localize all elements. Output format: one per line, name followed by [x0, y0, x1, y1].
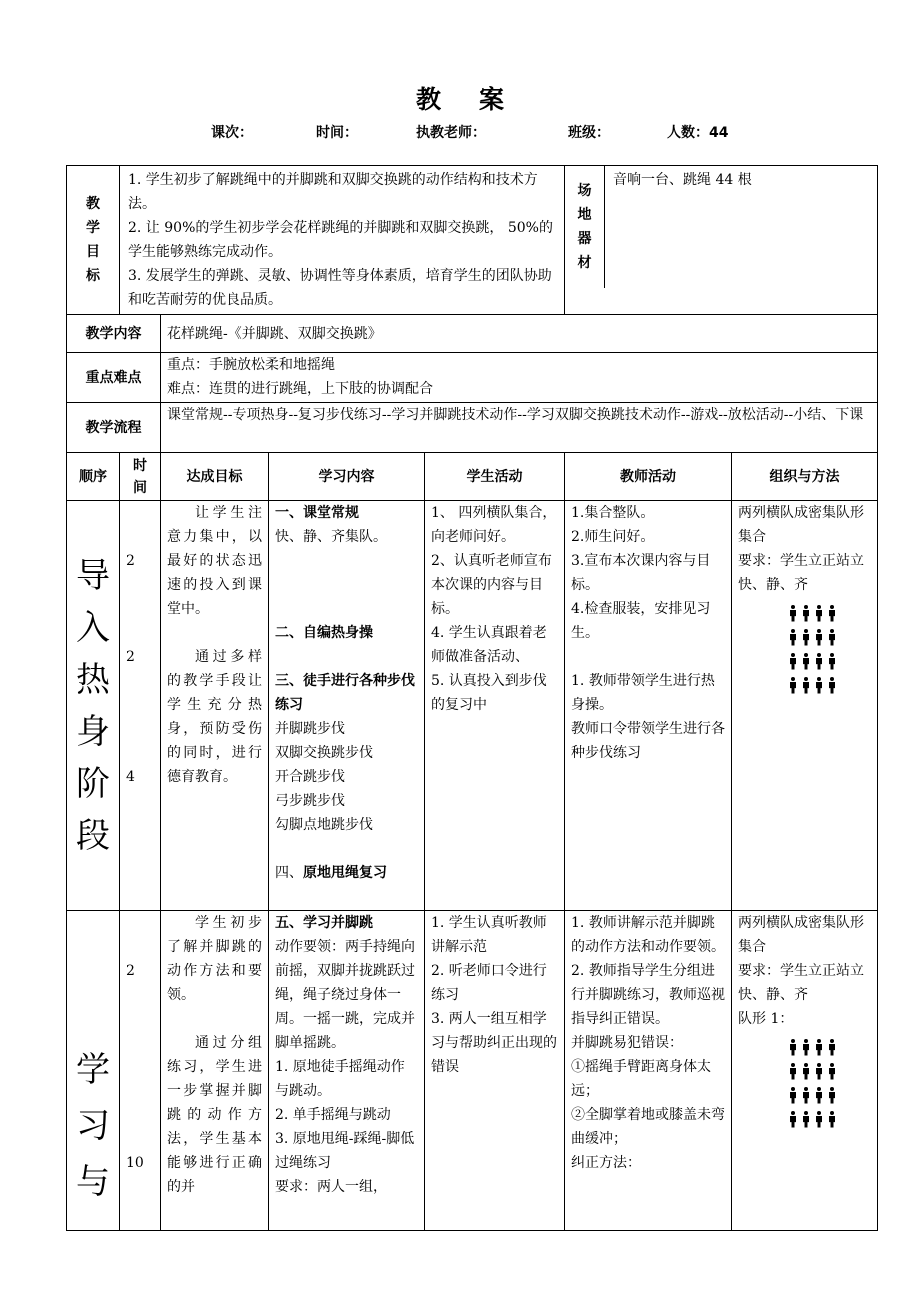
stage2-teacher-3: 并脚跳易犯错误： — [571, 1035, 684, 1051]
formation-diagram-2 — [738, 1035, 871, 1131]
col-order: 顺序 — [67, 453, 120, 501]
class-label: 班级： — [568, 125, 610, 141]
student-figure — [829, 629, 835, 646]
stage2-student-2: 2. 听老师口令进行练习 — [431, 963, 547, 1003]
stage2-student — [425, 911, 565, 1231]
stage2-min-1: 2 — [126, 963, 135, 979]
stage1-h2: 二、自编热身操 — [275, 625, 373, 641]
focus-text: 重点：手腕放松柔和地摇绳 — [167, 357, 335, 373]
stage2-org-2: 要求：学生立正站立 快、静、齐 — [738, 963, 865, 1003]
stage1-l1: 快、静、齐集队。 — [275, 529, 387, 545]
stage2-teacher-5: ②全脚掌着地或膝盖未弯曲缓冲； — [571, 1107, 726, 1147]
content-label: 教学内容 — [67, 315, 161, 353]
stage2-item-2: 2. 单手摇绳与跳动 — [275, 1107, 391, 1123]
col-org: 组织与方法 — [732, 453, 878, 501]
lesson-meta — [0, 122, 920, 142]
objectives-content — [120, 166, 565, 315]
col-time: 时间 — [120, 453, 161, 501]
student-figure — [816, 1063, 822, 1080]
student-figure — [790, 605, 796, 622]
stage2-teacher-1: 1. 教师讲解示范并脚跳的动作方法和动作要领。 — [571, 915, 726, 955]
stage2-goal-a: 学生初步了解并脚跳的动作方法和要领。 — [167, 915, 262, 1003]
venue-label: 场地器材 — [565, 166, 605, 288]
col-student: 学生活动 — [425, 453, 565, 501]
student-figure — [816, 629, 822, 646]
difficulty-text: 难点：连贯的进行跳绳，上下肢的协调配合 — [167, 381, 433, 397]
stage2-org-1: 两列横队成密集队形集合 — [738, 915, 865, 955]
student-figure — [803, 653, 809, 670]
stage2-teacher-4: ①摇绳手臂距离身体太远； — [571, 1059, 712, 1099]
stage2-item-1: 1. 原地徒手摇绳动作与跳动。 — [275, 1059, 405, 1099]
student-figure — [816, 1087, 822, 1104]
stage1-goal-b: 通过多样的教学手段让学生充分热身，预防受伤的同时，进行德育教育。 — [167, 649, 262, 785]
stage2-student-1: 1. 学生认真听教师讲解示范 — [431, 915, 547, 955]
stage1-teacher — [565, 501, 732, 911]
venue-value: 音响一台、跳绳 44 根 — [613, 172, 752, 188]
stage1-org — [732, 501, 878, 911]
stage2-goal-b: 通过分组练习，学生进一步掌握并脚跳的动作方法，学生基本能够进行正确的并 — [167, 1035, 262, 1195]
student-figure — [803, 677, 809, 694]
stage1-teacher-2: 2.师生问好。 — [571, 529, 655, 545]
step-2: 双脚交换跳步伐 — [275, 745, 373, 761]
stage2-org-3: 队形 1： — [738, 1011, 794, 1027]
student-figure — [816, 677, 822, 694]
stage2-min-2: 10 — [126, 1155, 144, 1171]
student-figure — [803, 1039, 809, 1056]
student-figure — [829, 1063, 835, 1080]
student-figure — [816, 1111, 822, 1128]
page-title: 教 案 — [415, 85, 505, 114]
col-teacher: 教师活动 — [565, 453, 732, 501]
flow-label: 教学流程 — [67, 403, 161, 453]
stage1-min-2: 2 — [126, 649, 135, 665]
stage2-org — [732, 911, 878, 1231]
stage2-name: 学习与 — [67, 911, 120, 1231]
time-label: 时间： — [316, 125, 358, 141]
student-figure — [803, 629, 809, 646]
content-value: 花样跳绳-《并脚跳、双脚交换跳》 — [161, 315, 878, 353]
stage2-teacher — [565, 911, 732, 1231]
student-figure — [803, 605, 809, 622]
stage1-teacher-5: 1. 教师带领学生进行热身操。 — [571, 673, 715, 713]
stage1-student-2: 向老师问好。 — [431, 529, 515, 545]
step-5: 勾脚点地跳步伐 — [275, 817, 373, 833]
student-figure — [790, 1111, 796, 1128]
stage1-student-5: 5. 认真投入到步伐的复习中 — [431, 673, 547, 713]
stage1-h4: 原地甩绳复习 — [303, 865, 387, 881]
objectives-label: 教学目标 — [67, 166, 120, 315]
col-goal: 达成目标 — [161, 453, 269, 501]
stage1-content — [269, 501, 425, 911]
stage1-minutes — [120, 501, 161, 911]
student-figure — [829, 1111, 835, 1128]
step-3: 开合跳步伐 — [275, 769, 345, 785]
student-figure — [790, 629, 796, 646]
stage1-student-3: 2、认真听老师宣布本次课的内容与目标。 — [431, 553, 552, 617]
keypoints-label: 重点难点 — [67, 353, 161, 403]
student-figure — [829, 653, 835, 670]
stage1-h1: 一、课堂常规 — [275, 505, 359, 521]
stage2-teacher-2: 2. 教师指导学生分组进行并脚跳练习，教师巡视指导纠正错误。 — [571, 963, 726, 1027]
objective-1: 1. 学生初步了解跳绳中的并脚跳和双脚交换跳的动作结构和技术方法。 — [128, 172, 538, 212]
stage1-teacher-6: 教师口令带领学生进行各种步伐练习 — [571, 721, 726, 761]
stage2-student-3: 3. 两人一组互相学习与帮助纠正出现的错误 — [431, 1011, 557, 1075]
student-figure — [803, 1063, 809, 1080]
stage1-org-1: 两列横队成密集队形集合 — [738, 505, 865, 545]
stage1-student — [425, 501, 565, 911]
stage1-teacher-3: 3.宣布本次课内容与目标。 — [571, 553, 711, 593]
student-figure — [790, 1063, 796, 1080]
student-figure — [790, 653, 796, 670]
student-figure — [790, 1039, 796, 1056]
stage1-student-1: 1、 四列横队集合， — [431, 505, 557, 521]
student-figure — [829, 1039, 835, 1056]
student-figure — [816, 1039, 822, 1056]
stage2-content — [269, 911, 425, 1231]
stage1-name: 导入热身阶段 — [67, 501, 120, 911]
stage2-teacher-6: 纠正方法： — [571, 1155, 642, 1171]
objective-2: 2. 让 90%的学生初步学会花样跳绳的并脚跳和双脚交换跳， 50%的学生能够熟练完成动作。 — [128, 220, 553, 260]
stage1-h4-prefix: 四、 — [275, 865, 303, 881]
student-figure — [790, 1087, 796, 1104]
lesson-plan-table — [66, 165, 878, 1231]
stage2-desc: 动作要领：两手持绳向前摇，双脚并拢跳跃过绳，绳子绕过身体一周。一摇一跳，完成并脚单摇跳。 — [275, 939, 415, 1051]
objective-3: 3. 发展学生的弹跳、灵敏、协调性等身体素质，培育学生的团队协助和吃苦耐劳的优良品质。 — [128, 268, 552, 308]
student-figure — [829, 1087, 835, 1104]
flow-value: 课堂常规--专项热身--复习步伐练习--学习并脚跳技术动作--学习双脚交换跳技术动作--游戏--放松活动--小结、下课 — [161, 403, 878, 453]
stage1-goal — [161, 501, 269, 911]
stage2-goal — [161, 911, 269, 1231]
stage1-min-1: 2 — [126, 553, 135, 569]
step-4: 弓步跳步伐 — [275, 793, 345, 809]
step-1: 并脚跳步伐 — [275, 721, 345, 737]
student-figure — [790, 677, 796, 694]
stage1-goal-a: 让学生注意力集中，以最好的状态迅速的投入到课堂中。 — [167, 505, 262, 617]
col-content: 学习内容 — [269, 453, 425, 501]
lesson-label: 课次： — [211, 125, 253, 141]
stage1-teacher-4: 4.检查服装，安排见习生。 — [571, 601, 711, 641]
count-label: 人数：44 — [667, 125, 729, 141]
formation-diagram-1 — [738, 601, 871, 697]
stage2-minutes — [120, 911, 161, 1231]
stage1-teacher-1: 1.集合整队。 — [571, 505, 655, 521]
student-figure — [803, 1087, 809, 1104]
stage2-item-3: 3. 原地甩绳-踩绳-脚低过绳练习 — [275, 1131, 415, 1171]
student-figure — [816, 605, 822, 622]
student-figure — [816, 653, 822, 670]
stage1-min-3: 4 — [126, 769, 135, 785]
student-figure — [829, 605, 835, 622]
student-figure — [829, 677, 835, 694]
stage2-item-4: 要求：两人一组， — [275, 1179, 387, 1195]
stage1-student-4: 4. 学生认真跟着老师做准备活动、 — [431, 625, 547, 665]
keypoints-value — [161, 353, 878, 403]
stage2-h1: 五、学习并脚跳 — [275, 915, 373, 931]
stage1-h3: 三、徒手进行各种步伐练习 — [275, 673, 415, 713]
venue-cell — [565, 166, 878, 315]
stage1-org-2: 要求：学生立正站立 快、静、齐 — [738, 553, 865, 593]
student-figure — [803, 1111, 809, 1128]
teacher-label: 执教老师： — [416, 125, 486, 141]
